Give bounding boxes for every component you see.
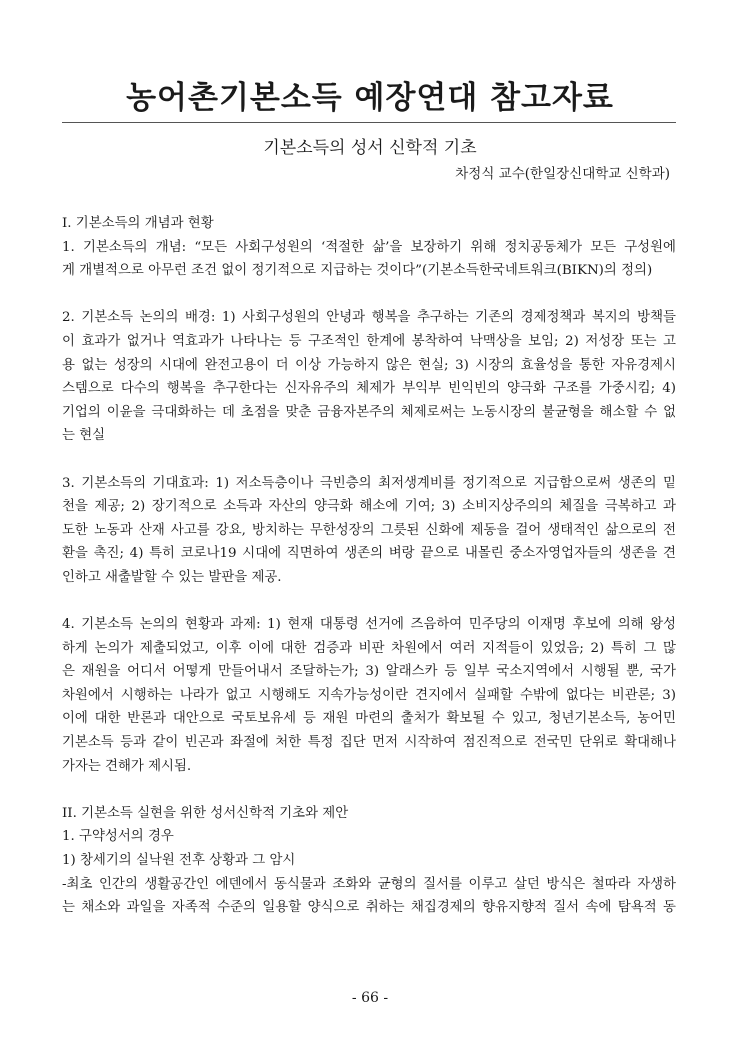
paragraph-gap: [62, 778, 676, 802]
paragraph-line: 하게 논의가 제출되었고, 이후 이에 대한 검증과 비판 차원에서 여러 지적들이 있었음; 2) 특히 그 많: [62, 640, 676, 656]
paragraph-line: 용 없는 성장의 시대에 완전고용이 더 이상 가능하지 않은 현실; 3) 시장의 효율성을 통한 자유경제시: [62, 357, 676, 373]
paragraph-line: 천을 제공; 2) 장기적으로 소득과 자산의 양극화 해소에 기여; 3) 소비지상주의의 체질을 극복하고 과: [62, 499, 676, 515]
subsection-heading: 1. 구약성서의 경우: [62, 829, 174, 845]
paragraph-line: 이에 대한 반론과 대안으로 국토보유세 등 재원 마련의 출처가 확보될 수 있고, 청년기본소득, 농어민: [62, 711, 676, 727]
paragraph-line: 차원에서 시행하는 나라가 없고 시행해도 지속가능성이란 견지에서 실패할 수밖에 없다는 비관론; 3): [62, 687, 676, 703]
paragraph-line: 기업의 이윤을 극대화하는 데 초점을 맞춘 금융자본주의 체제로써는 노동시장의 불균형을 해소할 수 없: [62, 404, 676, 420]
paragraph-gap: [62, 590, 676, 614]
paragraph-line: 인하고 새출발할 수 있는 발판을 제공.: [62, 569, 282, 585]
document-body: [62, 212, 676, 920]
paragraph-line: 게 개별적으로 아무런 조건 없이 정기적으로 지급하는 것이다”(기본소득한국네트워크(BIKN)의 정의): [62, 263, 653, 279]
section-heading-1: I. 기본소득의 개념과 현황: [62, 216, 214, 231]
document-subtitle: 기본소득의 성서 신학적 기초: [263, 138, 477, 158]
paragraph-line: 스템으로 다수의 행복을 추구한다는 신자유주의 체제가 부익부 빈익빈의 양극화 구조를 가중시킴; 4): [62, 381, 676, 397]
paragraph-line: 2. 기본소득 논의의 배경: 1) 사회구성원의 안녕과 행복을 추구하는 기존의 경제정책과 복지의 방책들: [62, 310, 676, 326]
paragraph-line: 는 채소와 과일을 자족적 수준의 일용할 양식으로 취하는 채집경제의 향유지향적 질서 속에 탐욕적 동: [62, 900, 676, 916]
page-number: - 66 -: [351, 990, 389, 1006]
paragraph-line: 환을 촉진; 4) 특히 코로나19 시대에 직면하여 생존의 벼랑 끝으로 내몰린 중소자영업자들의 생존을 견: [62, 546, 676, 562]
paragraph-line: 도한 노동과 산재 사고를 강요, 방치하는 무한성장의 그릇된 신화에 제동을 걸어 생태적인 삶으로의 전: [62, 522, 676, 538]
section-heading-2: II. 기본소득 실현을 위한 성서신학적 기초와 제안: [62, 805, 349, 821]
document-title: 농어촌기본소득 예장연대 참고자료: [126, 80, 614, 116]
subsection-heading: 1) 창세기의 실낙원 전후 상황과 그 암시: [62, 853, 296, 869]
paragraph-line: 기본소득 등과 같이 빈곤과 좌절에 처한 특정 집단 먼저 시작하여 점진적으로 전국민 단위로 확대해나: [62, 735, 676, 751]
paragraph-line: 은 재원을 어디서 어떻게 만들어내서 조달하는가; 3) 알래스카 등 일부 국소지역에서 시행될 뿐, 국가: [62, 664, 676, 680]
paragraph-gap: [62, 283, 676, 307]
paragraph-line: 1. 기본소득의 개념: “모든 사회구성원의 ‘적절한 삶’을 보장하기 위해 정치공동체가 모든 구성원에: [62, 239, 676, 255]
paragraph-line: -최초 인간의 생활공간인 에덴에서 동식물과 조화와 균형의 질서를 이루고 살던 방식은 철따라 자생하: [62, 876, 676, 892]
paragraph-line: 가자는 견해가 제시됨.: [62, 758, 192, 774]
paragraph-gap: [62, 448, 676, 472]
author-line: 차정식 교수(한일장신대학교 신학과): [455, 166, 670, 182]
title-divider: [62, 122, 676, 123]
paragraph-line: 이 효과가 없거나 역효과가 나타나는 등 구조적인 한계에 봉착하여 낙맥상을 보임; 2) 저성장 또는 고: [62, 333, 676, 349]
paragraph-line: 는 현실: [62, 428, 106, 444]
paragraph-line: 3. 기본소득의 기대효과: 1) 저소득층이나 극빈층의 최저생계비를 정기적으로 지급함으로써 생존의 밑: [62, 475, 676, 491]
paragraph-line: 4. 기본소득 논의의 현황과 과제: 1) 현재 대통령 선거에 즈음하여 민주당의 이재명 후보에 의해 왕성: [62, 617, 676, 633]
